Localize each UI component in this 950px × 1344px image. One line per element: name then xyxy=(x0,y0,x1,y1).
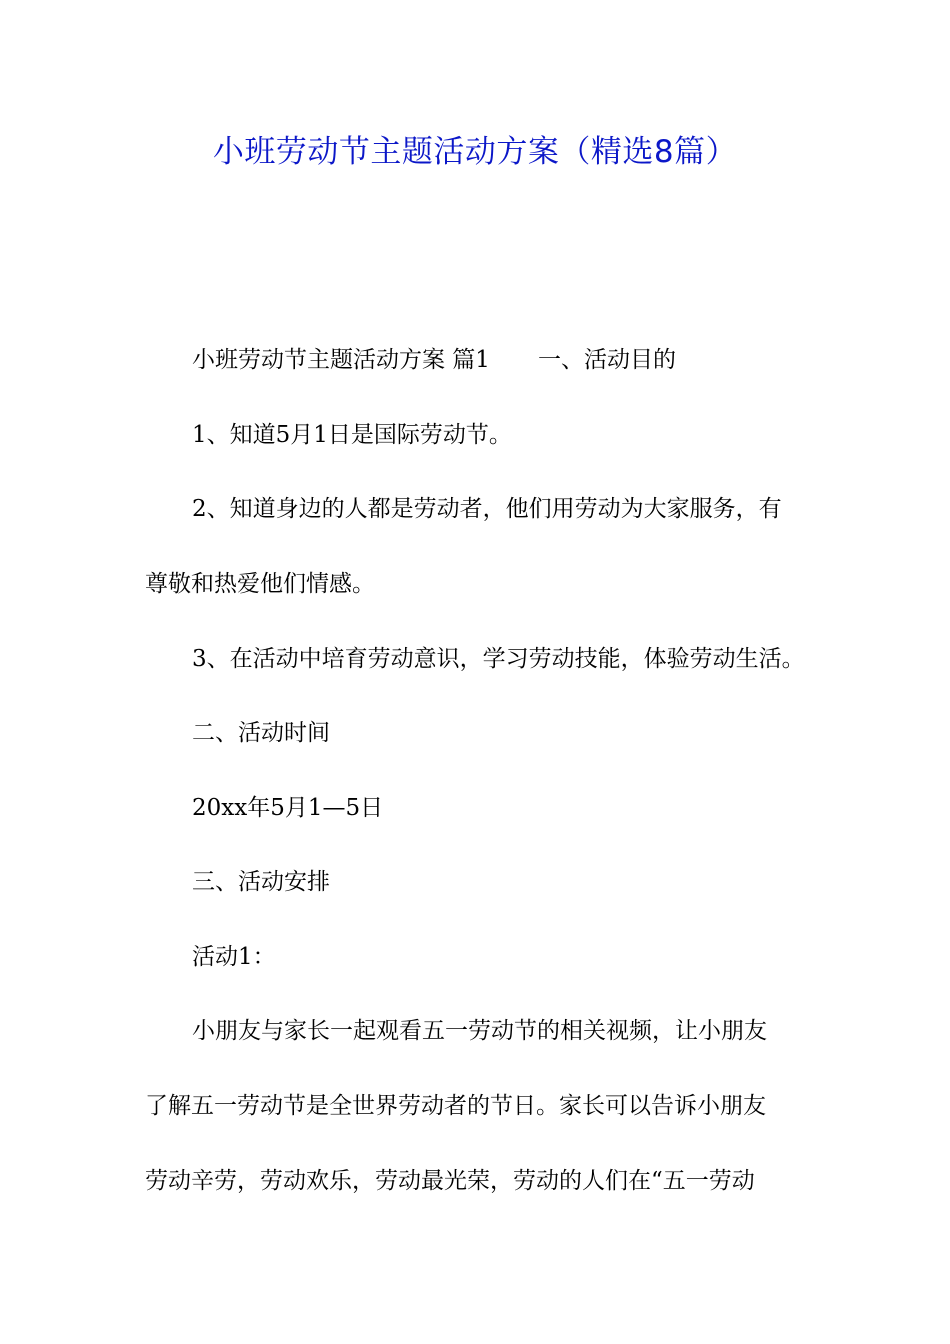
paragraph-line: 劳动辛劳，劳动欢乐，劳动最光荣，劳动的人们在“五一劳动 xyxy=(145,1168,755,1194)
document-title: 小班劳动节主题活动方案（精选8篇） xyxy=(212,134,738,170)
paragraph-line: 3、在活动中培育劳动意识，学习劳动技能，体验劳动生活。 xyxy=(192,646,805,672)
section-heading-objectives: 一、活动目的 xyxy=(537,347,676,373)
paragraph-line: 尊敬和热爱他们情感。 xyxy=(145,571,375,597)
paragraph-line: 小朋友与家长一起观看五一劳动节的相关视频，让小朋友 xyxy=(192,1018,767,1044)
section-heading-time: 二、活动时间 xyxy=(192,720,330,746)
section-heading xyxy=(145,342,862,378)
paragraph-line: 1、知道5月1日是国际劳动节。 xyxy=(192,422,512,448)
section-heading-arrangement: 三、活动安排 xyxy=(192,869,330,895)
activity-label: 活动1： xyxy=(192,944,276,970)
paragraph-line: 了解五一劳动节是全世界劳动者的节日。家长可以告诉小朋友 xyxy=(145,1093,766,1119)
paragraph-line: 20xx年5月1—5日 xyxy=(192,795,384,821)
article-heading: 小班劳动节主题活动方案 篇1 xyxy=(192,347,490,373)
paragraph-line: 2、知道身边的人都是劳动者，他们用劳动为大家服务，有 xyxy=(192,496,782,522)
